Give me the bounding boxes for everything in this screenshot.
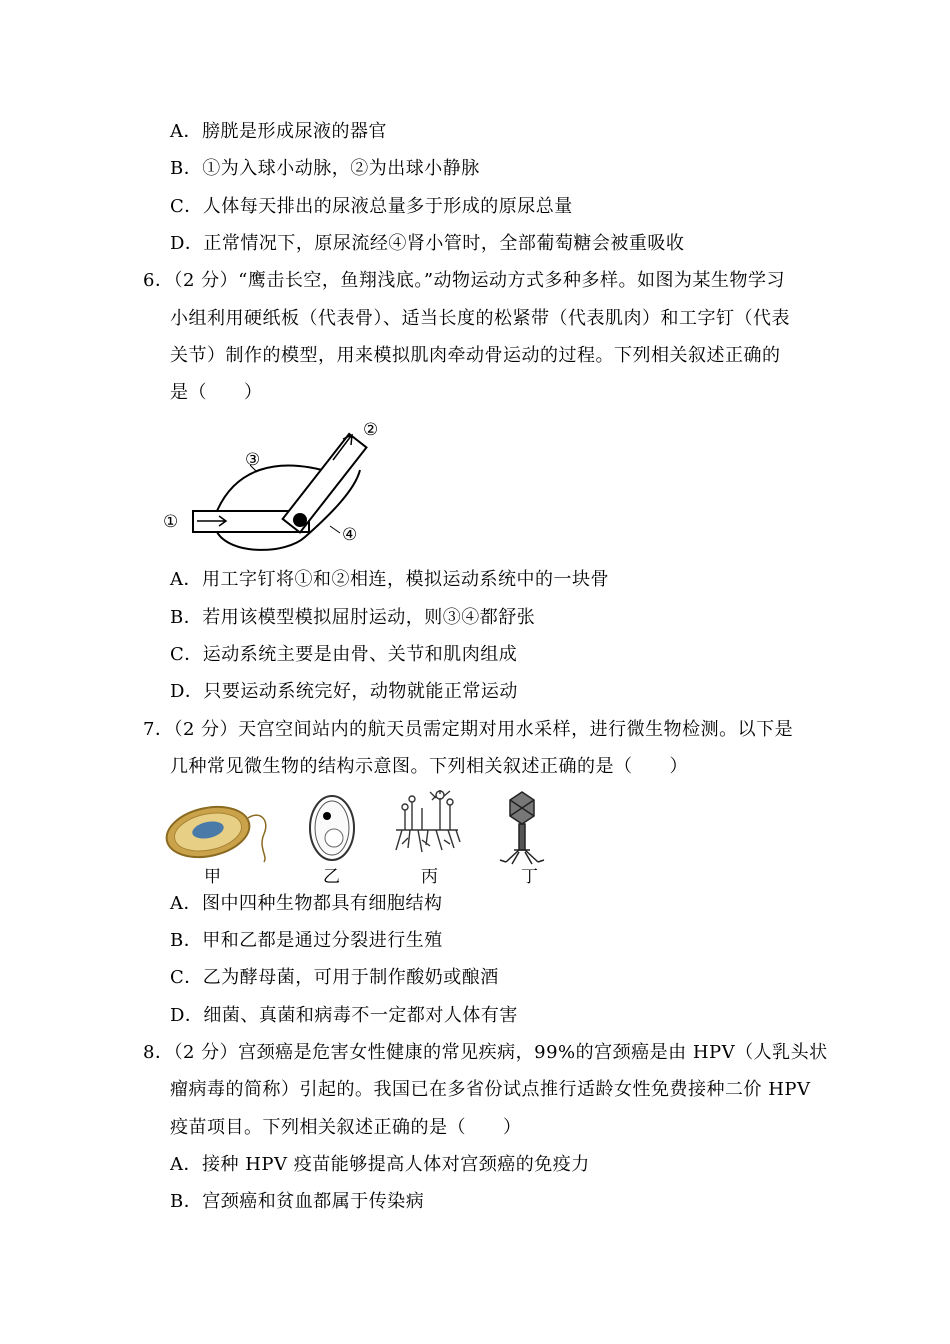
q6-model-figure — [155, 415, 395, 560]
q8-option-a: A．接种 HPV 疫苗能够提高人体对宫颈癌的免疫力 — [170, 1154, 590, 1175]
q8-stem-line-3: 疫苗项目。下列相关叙述正确的是（ ） — [170, 1117, 522, 1138]
q7-option-a: A．图中四种生物都具有细胞结构 — [170, 893, 443, 914]
label-bing: 丙 — [421, 867, 438, 887]
label-jia: 甲 — [204, 867, 221, 887]
q6-option-b: B．若用该模型模拟屈肘运动，则③④都舒张 — [170, 607, 536, 628]
q6-option-c: C．运动系统主要是由骨、关节和肌肉组成 — [170, 644, 518, 665]
label-3: ③ — [245, 450, 261, 470]
label-2: ② — [363, 420, 379, 440]
q7-option-c: C．乙为酵母菌，可用于制作酸奶或酿酒 — [170, 967, 499, 988]
q7-option-d: D．细菌、真菌和病毒不一定都对人体有害 — [170, 1005, 518, 1026]
q5-option-b: B．①为入球小动脉，②为出球小静脉 — [170, 158, 480, 179]
label-yi: 乙 — [323, 867, 340, 887]
q8-stem-line-2: 瘤病毒的简称）引起的。我国已在多省份试点推行适龄女性免费接种二价 HPV — [170, 1079, 811, 1100]
q7-stem-line-2: 几种常见微生物的结构示意图。下列相关叙述正确的是（ ） — [170, 756, 688, 777]
bacterium-image — [162, 800, 266, 864]
label-4: ④ — [342, 525, 358, 545]
q6-stem-line-3: 关节）制作的模型，用来模拟肌肉牵动骨运动的过程。下列相关叙述正确的 — [170, 345, 781, 366]
q7-stem-line-1: 7．（2 分）天宫空间站内的航天员需定期对用水采样，进行微生物检测。以下是 — [143, 719, 794, 740]
q6-stem-line-2: 小组利用硬纸板（代表骨）、适当长度的松紧带（代表肌肉）和工字钉（代表 — [170, 308, 790, 329]
q8-stem-line-1: 8．（2 分）宫颈癌是危害女性健康的常见疾病，99%的宫颈癌是由 HPV（人乳头状 — [143, 1042, 828, 1063]
yeast-image — [310, 796, 354, 860]
q6-option-a: A．用工字钉将①和②相连，模拟运动系统中的一块骨 — [170, 569, 609, 590]
q5-option-d: D．正常情况下，原尿流经④肾小管时，全部葡萄糖会被重吸收 — [170, 233, 685, 254]
q8-option-b: B．宫颈癌和贫血都属于传染病 — [170, 1191, 425, 1212]
q7-option-b: B．甲和乙都是通过分裂进行生殖 — [170, 930, 443, 951]
q6-stem-line-4: 是（ ） — [170, 382, 263, 403]
q5-option-a: A．膀胱是形成尿液的器官 — [170, 121, 387, 142]
pin-joint — [293, 513, 307, 527]
q6-option-d: D．只要运动系统完好，动物就能正常运动 — [170, 681, 518, 702]
label-ding: 丁 — [521, 867, 538, 887]
label-1: ① — [163, 512, 179, 532]
phage-image — [500, 792, 544, 864]
q7-microbes-figure — [160, 790, 570, 868]
q5-option-c: C．人体每天排出的尿液总量多于形成的原尿总量 — [170, 196, 573, 217]
q6-stem-line-1: 6．（2 分）“鹰击长空，鱼翔浅底。”动物运动方式多种多样。如图为某生物学习 — [143, 270, 786, 291]
mold-image — [396, 790, 460, 852]
